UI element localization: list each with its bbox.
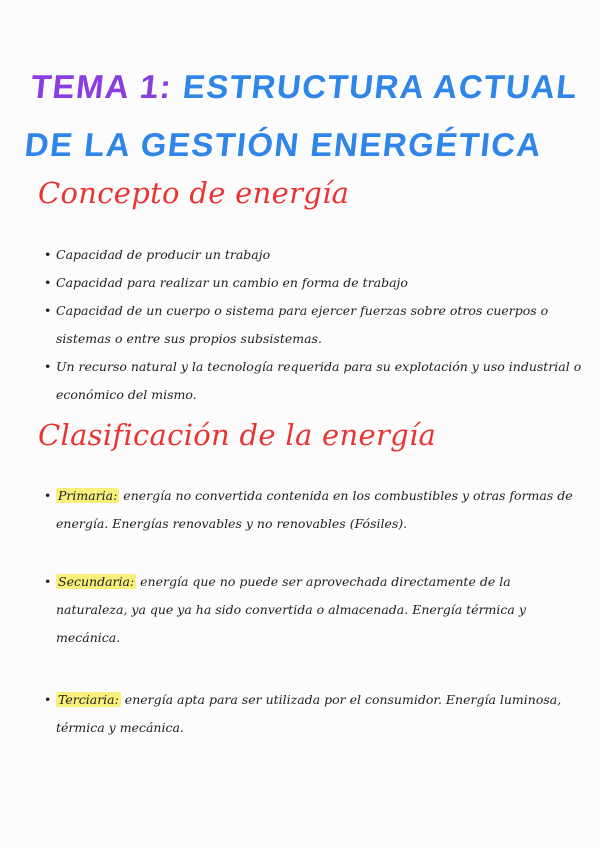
title-line2: DE LA GESTIÓN ENERGÉTICA [23, 126, 544, 163]
list-item-secundaria [44, 568, 574, 652]
list-item: • Capacidad de un cuerpo o sistema para ejercer fuerzas sobre otros cuerpos o sistemas o entre sus propios subsistemas. [44, 297, 584, 353]
page-title [22, 58, 594, 174]
list-item: • Capacidad de producir un trabajo [44, 241, 584, 269]
classification-list [44, 482, 574, 742]
list-item: • Capacidad para realizar un cambio en forma de trabajo [44, 269, 584, 297]
list-item-terciaria [44, 686, 574, 742]
heading-concepto: Concepto de energía [38, 176, 350, 210]
term-text: energía no convertida contenida en los combustibles y otras formas de energía. Energías renovables y no renovables (Fósiles). [56, 488, 573, 531]
term-text: energía apta para ser utilizada por el consumidor. Energía luminosa, térmica y mecánica. [56, 692, 562, 735]
term-text: energía que no puede ser aprovechada directamente de la naturaleza, ya que ya ha sido convertida o almacenada. Energía térmica y mecánica. [56, 574, 526, 645]
term-highlight: Secundaria: [58, 574, 135, 589]
term-highlight: Primaria: [58, 488, 118, 503]
list-item-primaria [44, 482, 574, 538]
list-item: • Un recurso natural y la tecnología requerida para su explotación y uso industrial o económico del mismo. [44, 353, 584, 409]
heading-clasificacion: Clasificación de la energía [38, 418, 437, 452]
title-line1: ESTRUCTURA ACTUAL [181, 68, 581, 105]
title-tema: TEMA 1: [29, 68, 175, 105]
concept-list [44, 241, 584, 409]
term-highlight: Terciaria: [58, 692, 119, 707]
